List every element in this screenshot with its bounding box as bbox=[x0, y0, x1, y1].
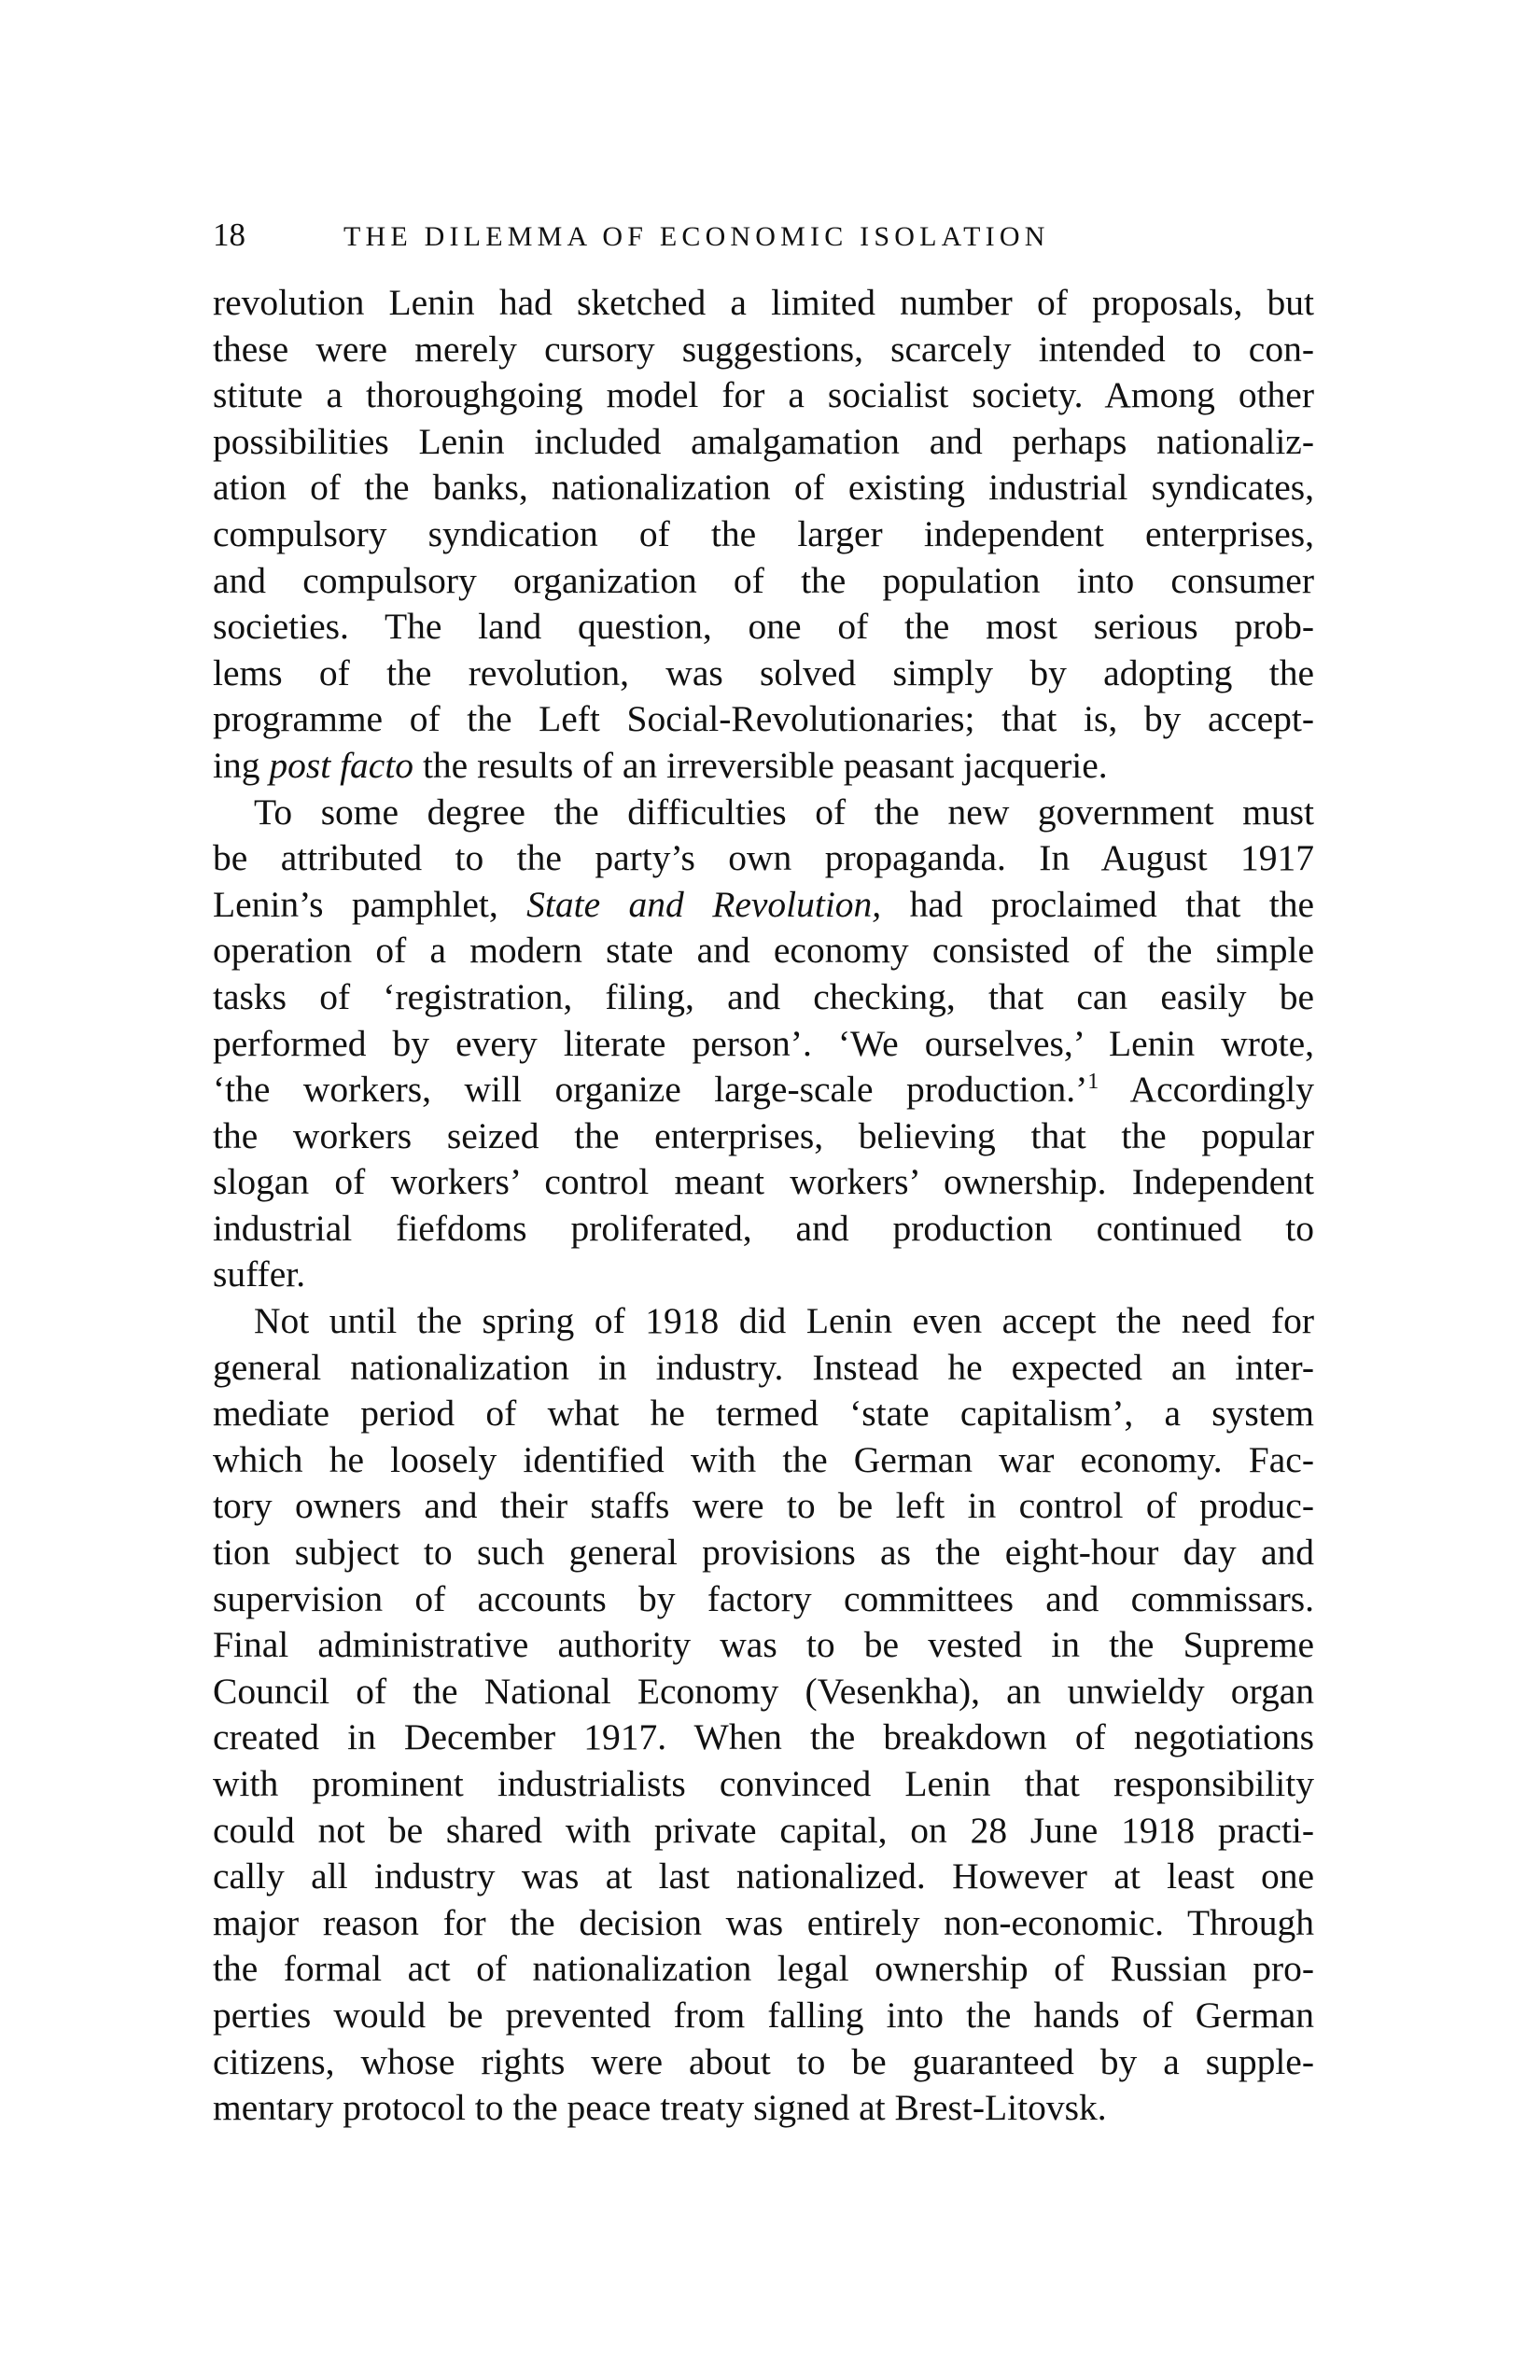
paragraph-2 bbox=[213, 790, 1314, 1299]
text-line: mentary protocol to the peace treaty signed at Brest-Litovsk. bbox=[213, 2087, 1107, 2129]
text-line: revolution Lenin had sketched a limited number of proposals, but bbox=[213, 282, 1314, 323]
text-line: tion subject to such general provisions as the eight-hour day and bbox=[213, 1532, 1314, 1574]
text-line: could not be shared with private capital, on 28 June 1918 practi- bbox=[213, 1809, 1314, 1851]
text-run: had proclaimed that the bbox=[881, 883, 1314, 925]
text-line: Not until the spring of 1918 did Lenin even accept the need for bbox=[254, 1300, 1314, 1342]
text-line: stitute a thoroughgoing model for a socialist society. Among other bbox=[213, 374, 1314, 416]
text-line: be attributed to the party’s own propaganda. In August 1917 bbox=[213, 837, 1314, 879]
text-line: citizens, whose rights were about to be guaranteed by a supple- bbox=[213, 2040, 1314, 2082]
text-line: industrial fiefdoms proliferated, and production continued to bbox=[213, 1207, 1314, 1249]
text-line: operation of a modern state and economy consisted of the simple bbox=[213, 930, 1314, 972]
text-run: the results of an irreversible peasant jacquerie. bbox=[413, 744, 1108, 786]
paragraph-1 bbox=[213, 280, 1314, 790]
text-line: the formal act of nationalization legal ownership of Russian pro- bbox=[213, 1948, 1314, 1990]
text-line: these were merely cursory suggestions, scarcely intended to con- bbox=[213, 328, 1314, 370]
text-line: To some degree the difficulties of the new government must bbox=[254, 791, 1314, 833]
text-line: lems of the revolution, was solved simply by adopting the bbox=[213, 651, 1314, 693]
text-line bbox=[213, 1067, 1314, 1113]
running-head bbox=[213, 217, 1314, 258]
text-run: ing bbox=[213, 744, 270, 786]
text-line: slogan of workers’ control meant workers’ ownership. Independent bbox=[213, 1161, 1314, 1203]
page-number: 18 bbox=[213, 217, 245, 253]
text-line: suffer. bbox=[213, 1253, 306, 1295]
text-line: Final administrative authority was to be vested in the Supreme bbox=[213, 1624, 1314, 1666]
text-line: tasks of ‘registration, filing, and checking, that can easily be bbox=[213, 975, 1314, 1017]
text-line: which he loosely identified with the German war economy. Fac- bbox=[213, 1438, 1314, 1480]
text-run: Lenin’s pamphlet, bbox=[213, 883, 527, 925]
text-line: with prominent industrialists convinced Lenin that responsibility bbox=[213, 1763, 1314, 1804]
text-line: performed by every literate person’. ‘We ourselves,’ Lenin wrote, bbox=[213, 1022, 1314, 1064]
text-line: and compulsory organization of the population into consumer bbox=[213, 559, 1314, 601]
text-line: perties would be prevented from falling into the hands of German bbox=[213, 1994, 1314, 2036]
text-line: societies. The land question, one of the most serious prob- bbox=[213, 606, 1314, 648]
text-line: possibilities Lenin included amalgamation and perhaps nationaliz- bbox=[213, 420, 1314, 462]
text-line bbox=[213, 743, 1314, 790]
text-line: cally all industry was at last nationalized. However at least one bbox=[213, 1855, 1314, 1897]
text-run: ‘the workers, will organize large-scale production.’ bbox=[213, 1069, 1088, 1111]
body-text bbox=[213, 280, 1314, 2132]
text-line: tory owners and their staffs were to be left in control of produc- bbox=[213, 1485, 1314, 1527]
running-title: THE DILEMMA OF ECONOMIC ISOLATION bbox=[343, 221, 1050, 252]
text-line: supervision of accounts by factory committees and commissars. bbox=[213, 1577, 1314, 1619]
italic-title: State and Revolution, bbox=[526, 883, 882, 925]
text-line: compulsory syndication of the larger independent enterprises, bbox=[213, 512, 1314, 554]
italic-term: post facto bbox=[269, 744, 414, 786]
text-line bbox=[213, 882, 1314, 929]
text-line: major reason for the decision was entirely non-economic. Through bbox=[213, 1901, 1314, 1943]
text-line: created in December 1917. When the breakdown of negotiations bbox=[213, 1716, 1314, 1758]
text-line: ation of the banks, nationalization of existing industrial syndicates, bbox=[213, 467, 1314, 509]
text-line: mediate period of what he termed ‘state capitalism’, a system bbox=[213, 1393, 1314, 1435]
paragraph-3 bbox=[213, 1298, 1314, 2132]
footnote-marker: 1 bbox=[1087, 1069, 1099, 1094]
text-line: general nationalization in industry. Instead he expected an inter- bbox=[213, 1346, 1314, 1388]
text-line: programme of the Left Social-Revolutionaries; that is, by accept- bbox=[213, 698, 1314, 740]
text-run: Accordingly bbox=[1099, 1069, 1314, 1111]
text-line: Council of the National Economy (Vesenkha), an unwieldy organ bbox=[213, 1670, 1314, 1712]
text-line: the workers seized the enterprises, believing that the popular bbox=[213, 1114, 1314, 1156]
